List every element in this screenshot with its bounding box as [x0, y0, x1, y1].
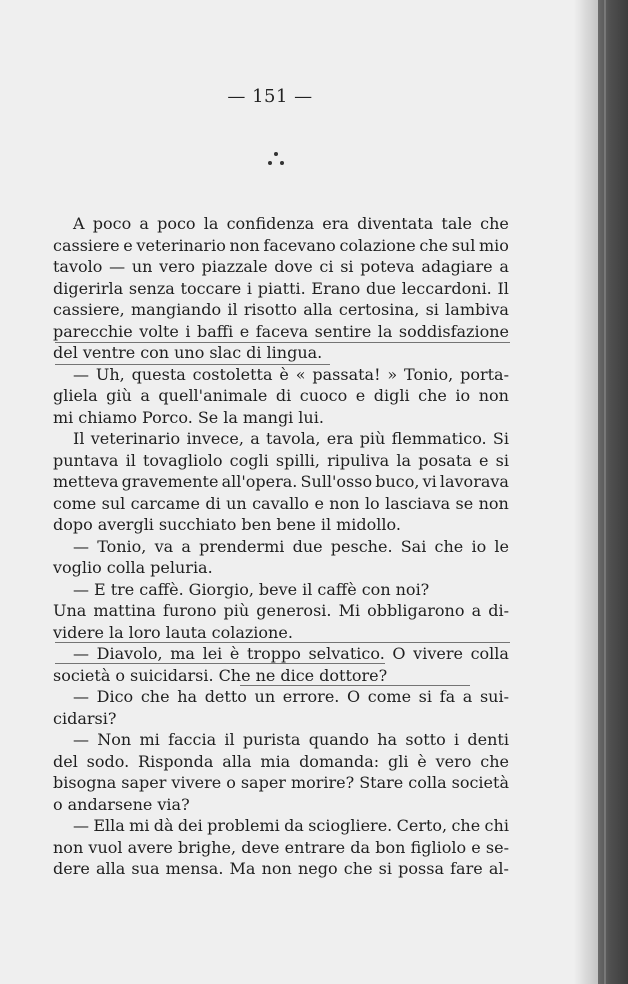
text-line: cassiere e veterinario non facevano colazione che sul mio — [53, 235, 509, 255]
asterism-separator — [265, 150, 287, 172]
text-line: come sul carcame di un cavallo e non lo lasciava se non — [53, 493, 509, 513]
text-line: Una mattina furono più generosi. Mi obbligarono a di- — [53, 601, 509, 620]
pencil-underline — [55, 342, 510, 343]
page-number: — 151 — — [227, 86, 313, 107]
pencil-underline — [55, 642, 510, 643]
pencil-underline — [55, 364, 330, 365]
text-line: o andarsene via? — [53, 794, 190, 814]
text-line: tavolo — un vero piazzale dove ci si poteva adagiare a — [53, 257, 509, 276]
text-line: voglio colla peluria. — [53, 558, 213, 577]
asterism-dot — [280, 161, 284, 165]
asterism-dot — [268, 161, 272, 165]
body-text — [53, 213, 509, 880]
text-line: — Diavolo, ma lei è troppo selvatico. O vivere colla — [73, 644, 509, 663]
text-line: — Ella mi dà dei problemi da sciogliere. Certo, che chi — [73, 816, 509, 835]
text-line: cidarsi? — [53, 708, 117, 728]
pencil-underline — [55, 663, 385, 664]
text-line: parecchie volte i baffi e faceva sentire la soddisfazione — [53, 321, 509, 341]
text-line: — Non mi faccia il purista quando ha sotto i denti — [73, 730, 509, 749]
text-line: — Uh, questa costoletta è « passata! » Tonio, porta- — [73, 364, 509, 384]
text-line: società o suicidarsi. Che ne dice dottore? — [53, 665, 388, 685]
text-line: — E tre caffè. Giorgio, beve il caffè con noi? — [73, 579, 430, 599]
text-line: cassiere, mangiando il risotto alla certosina, si lambiva — [53, 300, 509, 319]
text-line: digerirla senza toccare i piatti. Erano due leccardoni. Il — [53, 278, 509, 298]
text-line: Il veterinario invece, a tavola, era più flemmatico. Si — [73, 429, 509, 448]
text-line: del sodo. Risponda alla mia domanda: gli è vero che — [53, 751, 509, 771]
text-line: puntava il tovagliolo cogli spilli, ripuliva la posata e si — [53, 450, 509, 470]
text-line: mi chiamo Porco. Se la mangi lui. — [53, 407, 324, 427]
text-line: dopo avergli succhiato ben bene il midollo. — [53, 515, 401, 534]
asterism-dot — [274, 152, 278, 156]
text-line: gliela giù a quell'animale di cuoco e digli che io non — [53, 386, 509, 405]
pencil-underline — [240, 685, 470, 686]
text-line: A poco a poco la confidenza era diventata tale che — [73, 214, 509, 233]
text-line: bisogna saper vivere o saper morire? Stare colla società — [53, 773, 509, 792]
text-line: — Dico che ha detto un errore. O come si fa a sui- — [73, 687, 509, 706]
text-line: non vuol avere brighe, deve entrare da bon figliolo e se- — [53, 837, 509, 857]
text-line: videre la loro lauta colazione. — [53, 622, 293, 642]
text-line: metteva gravemente all'opera. Sull'osso buco, vi lavorava — [53, 472, 509, 491]
text-line: del ventre con uno slac di lingua. — [53, 343, 323, 362]
text-line: — Tonio, va a prendermi due pesche. Sai che io le — [73, 536, 509, 556]
book-spine-edge — [598, 0, 628, 984]
text-line: dere alla sua mensa. Ma non nego che si possa fare al- — [53, 859, 509, 878]
